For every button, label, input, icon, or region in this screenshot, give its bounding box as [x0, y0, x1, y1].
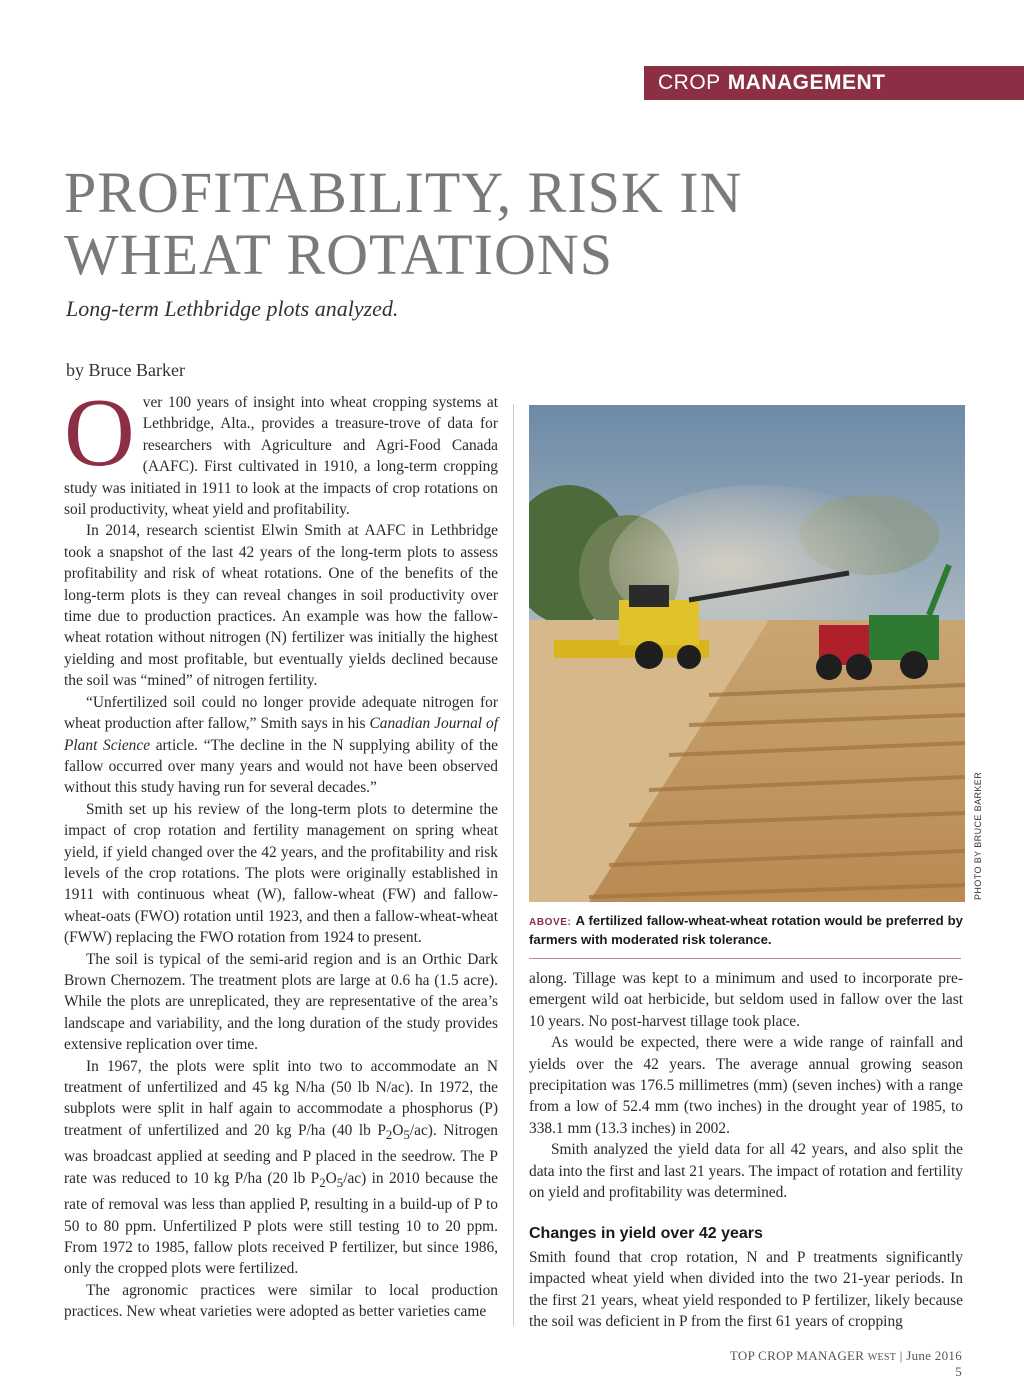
article-byline: by Bruce Barker	[66, 360, 185, 380]
journal-title: Canadian Journal of Plant Science	[64, 715, 498, 754]
left-column	[64, 379, 498, 1323]
paragraph: The soil is typical of the semi-arid region and is an Orthic Dark Brown Chernozem. The treatment plots are large at 0.6 ha (1.5 acre). While the plots are unreplicated, they are representative of the area’s landscape and variability, and the long duration of the study provides extensive replication over time.	[64, 950, 498, 1054]
paragraph: In 1967, the plots were split into two to accommodate an N treatment of unfertilized and 45 kg N/ha (50 lb N/ac). In 1972, the subplots were split in half again to accommodate a phosphorus (P) treatment of unfertilized and 20 kg P/ha (40 lb $P_2O_5/ac$). Nitrogen was broadcast applied at seeding and P placed in the seedrow. The P rate was reduced to 10 kg P/ha (20 lb $P_2O_5/ac$) in 2010 because the rate of removal was less than applied P, resulting in a build-up of P to 50 to 80 ppm. Unfertilized P plots were still testing 10 to 20 ppm. From 1972 to 1985, fallow plots received P fertilizer, but since 1986, only the cropped plots were fertilized.	[64, 1057, 498, 1278]
section-subhead: Changes in yield over 42 years	[529, 1225, 763, 1243]
article-headline: PROFITABILITY, RISK IN WHEAT ROTATIONS	[64, 160, 743, 287]
paragraph: In 2014, research scientist Elwin Smith at AAFC in Lethbridge took a snapshot of the last 42 years of the long-term plots to assess profitability and risk of wheat rotations. One of the benefits of the long-term plots is they can reveal changes in soil productivity over time due to production practices. An example was how the fallow-wheat rotation without nitrogen (N) fertilizer was initially the highest yielding and most profitable, but eventually yields declined because the soil was “mined” of nitrogen fertility.	[64, 522, 498, 690]
section-banner	[644, 66, 1024, 100]
paragraph: Smith set up his review of the long-term plots to determine the impact of crop rotation and fertility management on spring wheat yield, if yield changed over the 42 years, and the profitability and risk levels of the crop rotations. The plots were originally established in 1911 with continuous wheat (W), fallow-wheat (FW) and fallow-wheat-oats (FWO) rotation until 1923, and then a fallow-wheat-wheat (FWW) replacing the FWO rotation from 1924 to present.	[64, 800, 498, 947]
caption-divider	[529, 958, 961, 959]
paragraph: along. Tillage was kept to a minimum and used to incorporate pre-emergent wild oat herbicide, but seldom used in fallow over the last 10 years. No post-harvest tillage took place.	[529, 970, 963, 1030]
combine-harvest-image	[529, 405, 965, 902]
issue-date-page: June 2016 5	[906, 1348, 962, 1379]
magazine-name: TOP CROP MANAGER	[729, 1348, 865, 1363]
caption-text: A fertilized fallow-wheat-wheat rotation would be preferred by farmers with moderated risk tolerance.	[529, 913, 963, 947]
harvest-photo	[529, 405, 965, 902]
paragraph: Smith analyzed the yield data for all 42 years, and also split the data into the first and last 21 years. The impact of rotation and fertility on yield and profitability was determined.	[529, 1141, 963, 1202]
drop-cap: O	[64, 379, 135, 487]
right-column	[529, 968, 963, 1333]
section-label-light: CROP	[658, 71, 721, 94]
section-label-bold: MANAGEMENT	[727, 71, 886, 94]
photo-caption	[529, 912, 963, 948]
paragraph: Over 100 years of insight into wheat cropping systems at Lethbridge, Alta., provides a treasure-trove of data for researchers with Agriculture and Agri-Food Canada (AAFC). First cultivated in 1910, a long-term cropping study was initiated in 1911 to look at the impacts of crop rotations on soil productivity, wheat yield and profitability.	[64, 379, 498, 519]
caption-label: ABOVE:	[529, 917, 572, 928]
page-footer: TOP CROP MANAGER WEST | June 2016 5	[729, 1348, 962, 1379]
column-divider	[513, 404, 514, 1326]
paragraph: As would be expected, there were a wide range of rainfall and yields over the 42 years. The average annual growing season precipitation was 176.5 millimetres (mm) (seven inches) with a range from a low of 52.4 mm (two inches) in the drought year of 1985, to 338.1 mm (13.3 inches) in 2002.	[529, 1034, 963, 1137]
article-deck: Long-term Lethbridge plots analyzed.	[66, 296, 399, 321]
paragraph: The agronomic practices were similar to local production practices. New wheat varieties were adopted as better varieties came	[64, 1281, 498, 1321]
paragraph: “Unfertilized soil could no longer provide adequate nitrogen for wheat production after fallow,” Smith says in his Canadian Journal of Plant Science article. “The decline in the N supplying ability of the fallow occurred over many years and would not have been observed without this study having run for several decades.”	[64, 693, 498, 797]
photo-credit: PHOTO BY BRUCE BARKER	[973, 771, 983, 900]
magazine-edition: WEST	[867, 1352, 897, 1363]
paragraph: Smith found that crop rotation, N and P treatments significantly impacted wheat yield when divided into the two 21-year periods. In the first 21 years, wheat yield responded to P fertilizer, likely because the soil was deficient in P from the first 61 years of cropping	[529, 1248, 963, 1331]
